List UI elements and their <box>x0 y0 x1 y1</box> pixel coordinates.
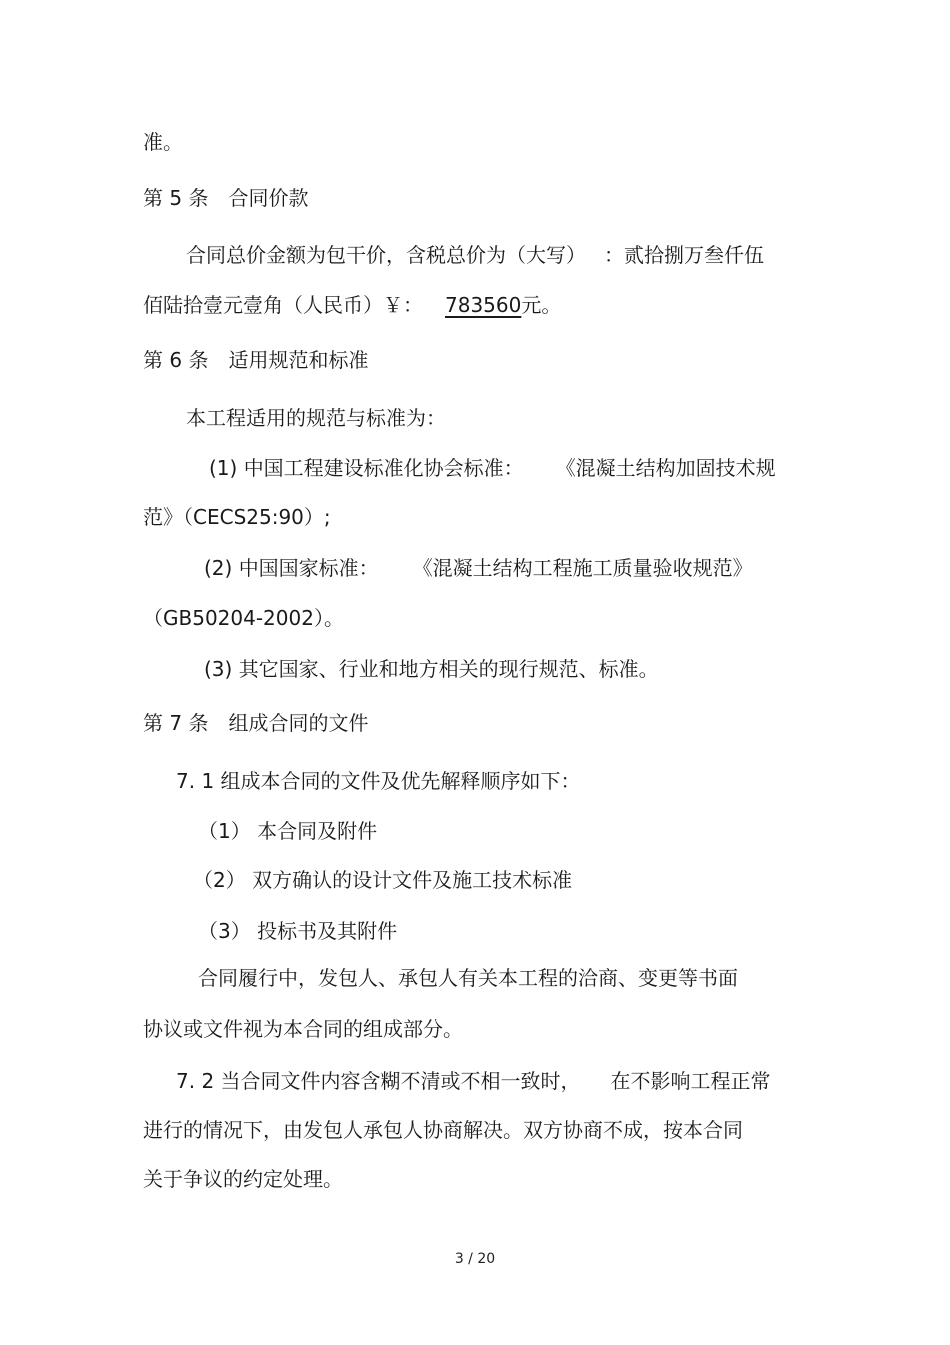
text-fragment: (2) 中国国家标准： <box>204 556 379 580</box>
text-line <box>186 405 446 431</box>
text-fragment: 合同履行中，发包人、承包人有关本工程的洽商、变更等书面 <box>198 966 738 990</box>
article-title: 组成合同的文件 <box>228 711 369 735</box>
list-item <box>198 818 377 844</box>
article-number: 第 6 条 <box>143 348 209 372</box>
text-fragment: 本工程适用的规范与标准为： <box>186 406 446 430</box>
text-fragment: 元。 <box>521 293 562 317</box>
text-line <box>209 455 776 481</box>
text-line <box>143 504 331 530</box>
text-fragment: (3) 其它国家、行业和地方相关的现行规范、标准。 <box>204 657 659 681</box>
article-number: 第 5 条 <box>143 186 209 210</box>
text-fragment: （GB50204-2002）。 <box>143 606 344 630</box>
article-heading-7 <box>143 710 368 736</box>
text-line <box>143 1016 463 1042</box>
text-fragment: 范》（CECS25:90）; <box>143 505 331 529</box>
text-line <box>143 292 561 318</box>
text-line <box>176 768 581 794</box>
text-line <box>176 1068 771 1094</box>
text-fragment: 准。 <box>143 130 183 154</box>
text-line <box>198 965 738 991</box>
text-line <box>143 1117 743 1143</box>
page-number: 3 / 20 <box>454 1251 496 1267</box>
text-fragment: 7. 1 组成本合同的文件及优先解释顺序如下： <box>176 769 581 793</box>
text-fragment: 进行的情况下，由发包人承包人协商解决。双方协商不成，按本合同 <box>143 1118 743 1142</box>
text-fragment: 7. 2 当合同文件内容含糊不清或不相一致时， <box>176 1069 581 1093</box>
text-fragment: ：贰拾捌万叁仟伍 <box>604 243 764 267</box>
article-heading-5 <box>143 185 308 211</box>
contract-amount: 783560 <box>445 293 522 317</box>
text-line <box>143 1166 343 1192</box>
text-line <box>186 242 764 268</box>
list-item <box>193 867 572 893</box>
text-fragment: （1） 本合同及附件 <box>198 819 378 843</box>
text-line <box>204 555 753 581</box>
list-item <box>198 918 397 944</box>
text-fragment: （3） 投标书及其附件 <box>198 919 398 943</box>
text-line <box>204 656 659 682</box>
text-fragment: 佰陆拾壹元壹角（人民币）￥： <box>143 293 423 317</box>
article-title: 合同价款 <box>228 186 309 210</box>
article-number: 第 7 条 <box>143 711 209 735</box>
text-fragment: （2） 双方确认的设计文件及施工技术标准 <box>193 868 573 892</box>
text-fragment: 《混凝土结构加固技术规 <box>555 456 776 480</box>
article-heading-6 <box>143 347 368 373</box>
text-fragment: (1) 中国工程建设标准化协会标准： <box>209 456 524 480</box>
text-fragment: 协议或文件视为本合同的组成部分。 <box>143 1017 463 1041</box>
text-fragment: 关于争议的约定处理。 <box>143 1167 343 1191</box>
text-fragment: 在不影响工程正常 <box>610 1069 771 1093</box>
article-title: 适用规范和标准 <box>228 348 369 372</box>
text-line <box>143 605 344 631</box>
text-fragment: 《混凝土结构工程施工质量验收规范》 <box>412 556 753 580</box>
text-fragment: 合同总价金额为包干价，含税总价为（大写） <box>186 243 586 267</box>
text-line <box>143 129 183 155</box>
